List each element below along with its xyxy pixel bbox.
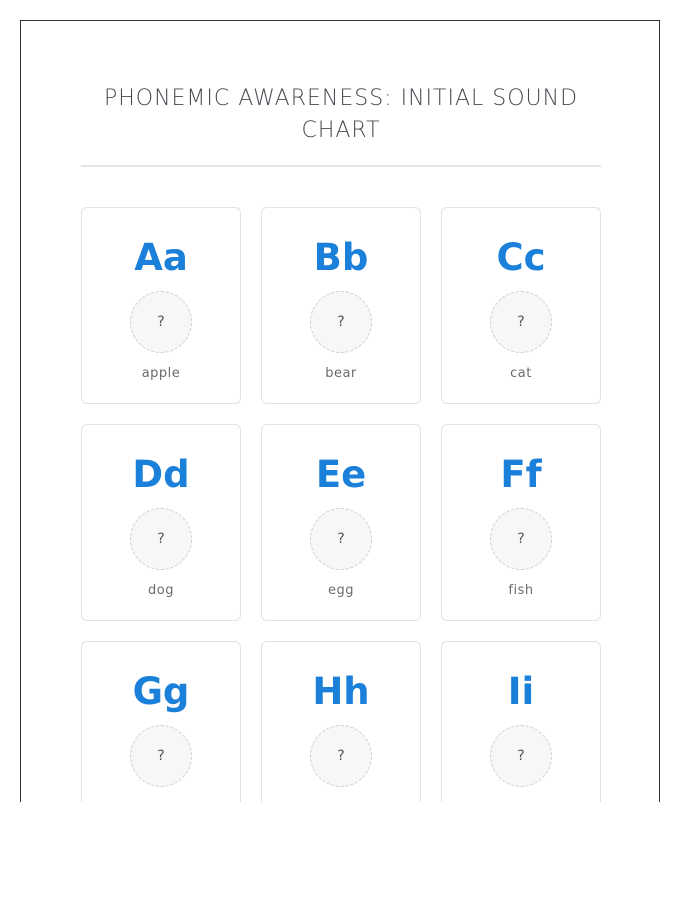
card-letter: Ff — [500, 453, 542, 496]
letter-card-b[interactable] — [261, 207, 421, 404]
card-letter: Hh — [312, 670, 370, 713]
picture-placeholder-icon: ? — [490, 725, 552, 787]
card-word: cat — [510, 366, 532, 381]
letter-card-d[interactable] — [81, 424, 241, 621]
card-letter: Cc — [496, 236, 546, 279]
page-title: PHONEMIC AWARENESS: INITIAL SOUND CHART — [103, 86, 579, 143]
picture-placeholder-icon: ? — [490, 508, 552, 570]
picture-placeholder-icon: ? — [310, 725, 372, 787]
letter-card-a[interactable] — [81, 207, 241, 404]
title-divider — [81, 165, 601, 167]
card-letter: Ee — [315, 453, 367, 496]
card-word: fish — [508, 583, 534, 598]
picture-placeholder-icon: ? — [130, 291, 192, 353]
chart-sheet — [20, 20, 660, 802]
letter-card-grid — [81, 207, 601, 802]
card-word: egg — [327, 583, 354, 598]
card-letter: Gg — [132, 670, 190, 713]
letter-card-i[interactable] — [441, 641, 601, 802]
letter-card-h[interactable] — [261, 641, 421, 802]
letter-card-c[interactable] — [441, 207, 601, 404]
letter-card-e[interactable] — [261, 424, 421, 621]
card-word: apple — [141, 366, 181, 381]
card-letter: Bb — [313, 236, 369, 279]
picture-placeholder-icon: ? — [310, 291, 372, 353]
picture-placeholder-icon: ? — [130, 508, 192, 570]
letter-card-f[interactable] — [441, 424, 601, 621]
letter-card-g[interactable] — [81, 641, 241, 802]
picture-placeholder-icon: ? — [490, 291, 552, 353]
card-letter: Dd — [132, 453, 190, 496]
card-letter: Aa — [134, 236, 188, 279]
picture-placeholder-icon: ? — [130, 725, 192, 787]
card-word: dog — [148, 583, 174, 598]
picture-placeholder-icon: ? — [310, 508, 372, 570]
card-letter: Ii — [507, 670, 535, 713]
card-word: bear — [325, 366, 357, 381]
